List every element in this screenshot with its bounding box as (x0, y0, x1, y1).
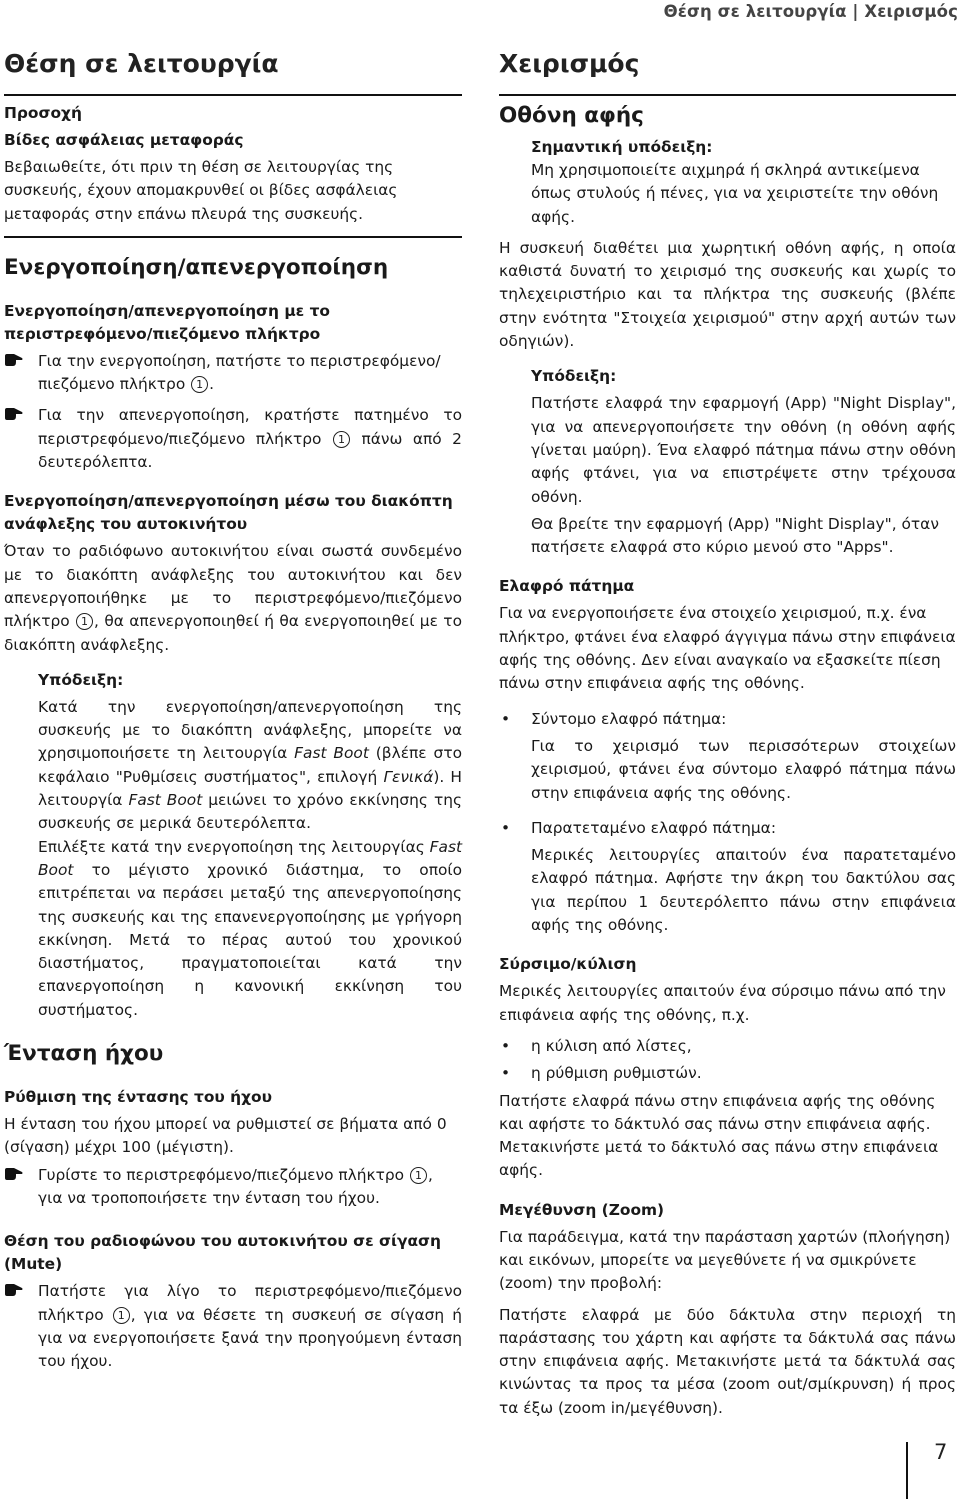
subheading-mute: Θέση του ραδιοφώνου του αυτοκινήτου σε σίγαση (Mute) (4, 1232, 441, 1274)
step-switch-off-end: πάνω από 2 δευτερόλεπτα. (38, 429, 462, 472)
step-volume-end: , για να τροποποιήσετε την ένταση του ήχου. (38, 1165, 433, 1207)
zoom-text-2: Πατήστε ελαφρά με δύο δάκτυλα στην περιοχή τη παράστασης του χάρτη και αφήστε τα δάκτυλά σας πάνω στην επιφάνεια αφής. Μετακινήστε μετά τα δάκτυλά σας κινώντας τα προς τα μέσα (zoom out/σμίκρυνση) ή προς τα έξω (zoom in/μεγέθυνση). (499, 1305, 956, 1417)
step-volume-text: Γυρίστε το περιστρεφόμενο/πιεζόμενο πλήκτρο (38, 1165, 405, 1184)
pointing-hand-icon (4, 1167, 24, 1181)
step-mute-end: , για να θέσετε τη συσκευή σε σίγαση ή για να ενεργοποιήσετε ξανά την προηγούμενη ένταση του ήχου. (38, 1305, 462, 1371)
running-header: Θέση σε λειτουργία | Χειρισμός (663, 2, 958, 21)
bullet-title: Σύντομο ελαφρό πάτημα: (531, 709, 727, 728)
knob-key-badge: 1 (410, 1167, 427, 1184)
step-volume (4, 1164, 462, 1211)
zoom-text: Για παράδειγμα, κατά την παράσταση χαρτών (πλοήγηση) και εικόνων, μπορείτε να μεγεθύνετε ή να σμικρύνετε (zoom) την προβολή: (499, 1227, 951, 1293)
night-display-note (499, 365, 956, 559)
bullet-title: η ρύθμιση ρυθμιστών. (531, 1064, 702, 1083)
ignition-text (4, 540, 462, 656)
fast-boot-note-text-1: Κατά την ενεργοποίηση/απενεργοποίηση της συσκευής με το διακόπτη ανάφλεξης, μπορείτε να χρησιμοποιήσετε τη λειτουργία Fast Boot (βλέπε στο κεφάλαιο "Ρυθμίσεις συστήματος", επιλογή Γενικά). Η λειτουργία Fast Boot μειώνει το χρόνο εκκίνησης της συσκευής σε μερικά δευτερόλεπτα. (38, 697, 462, 833)
note-label: Υπόδειξη: (531, 367, 617, 386)
knob-key-badge: 1 (191, 376, 208, 393)
knob-key-badge: 1 (113, 1307, 130, 1324)
page-number: 7 (934, 1440, 948, 1464)
step-switch-on (4, 350, 462, 397)
night-display-note-1: Πατήστε ελαφρά την εφαρμογή (App) "Night Display", για να απενεργοποιήσετε την οθόνη (η οθόνη αφής γίνεται μαύρη). Ένα ελαφρό πάτημα πάνω στην οθόνη αφής φτάνει, για να επιστρέψετε στην τρέχουσα οθόνη. (531, 394, 956, 506)
heading-tap: Ελαφρό πάτημα (499, 577, 635, 596)
caution-text: Βεβαιωθείτε, ότι πριν τη θέση σε λειτουργίας της συσκευής, έχουν απομακρυνθεί οι βίδες ασφάλειας μεταφοράς στην επάνω πλευρά της συσκευής. (4, 158, 398, 223)
section-title-commissioning: Θέση σε λειτουργία (4, 44, 462, 96)
heading-drag: Σύρσιμο/κύλιση (499, 955, 637, 974)
heading-on-off: Ενεργοποίηση/απενεργοποίηση (4, 254, 389, 280)
bullet-dot-icon: • (501, 709, 511, 728)
note-label: Υπόδειξη: (38, 670, 124, 689)
caution-heading: Βίδες ασφάλειας μεταφοράς (4, 131, 244, 149)
knob-key-badge: 1 (76, 613, 93, 630)
bullet-body: Μερικές λειτουργίες απαιτούν ένα παρατεταμένο ελαφρό πάτημα. Αφήστε την άκρη του δακτύλου σας για περίπου 1 δευτερόλεπτο πάνω στην επιφάνεια αφής της οθόνης. (531, 846, 956, 935)
important-label: Σημαντική υπόδειξη: (531, 138, 713, 156)
step-switch-on-end: . (209, 375, 215, 394)
night-display-note-2: Θα βρείτε την εφαρμογή (App) "Night Display", όταν πατήσετε ελαφρά στο κύριο μενού στο "Apps". (531, 514, 939, 557)
tap-text: Για να ενεργοποιήσετε ένα στοιχείο χειρισμού, π.χ. ένα πλήκτρο, φτάνει ένα ελαφρό άγγιγμα πάνω στην επιφάνεια αφής της οθόνης. Δεν είναι αναγκαίο να εξασκείτε πίεση πάνω στην επιφάνεια αφής της οθόνης. (499, 604, 956, 693)
bullet-dot-icon: • (501, 1064, 511, 1083)
step-switch-off (4, 404, 462, 474)
ignition-text-a: Όταν το ραδιόφωνο αυτοκινήτου είναι σωστά συνδεμένο με το διακόπτη ανάφλεξης του αυτοκινήτου και δεν απενεργοποιήθηκε με το περιστρεφόμενο/πιεζόμενο πλήκτρο (4, 542, 462, 631)
step-switch-off-text: Για την απενεργοποίηση, κρατήστε πατημένο το περιστρεφόμενο/πιεζόμενο πλήκτρο (38, 406, 462, 448)
ignition-text-b: , θα απενεργοποιηθεί ή θα ενεργοποιηθεί με το διακόπτη ανάφλεξης. (4, 612, 462, 654)
pointing-hand-icon (4, 353, 24, 367)
important-note (499, 136, 956, 229)
drag-text-2: Πατήστε ελαφρά πάνω στην επιφάνεια αφής της οθόνης και αφήστε το δάκτυλό σας πάνω στην επιφάνεια αφής. Μετακινήστε μετά το δάκτυλό σας πάνω στην επιφάνεια αφής. (499, 1091, 939, 1180)
fast-boot-note (4, 669, 462, 1022)
pointing-hand-icon (4, 407, 24, 421)
bullet-dot-icon: • (501, 818, 511, 837)
volume-text: Η ένταση του ήχου μπορεί να ρυθμιστεί σε βήματα από 0 (σίγαση) μέχρι 100 (μέγιστη). (4, 1115, 447, 1157)
caution-divider (4, 236, 462, 238)
knob-key-badge: 1 (333, 431, 350, 448)
bullet-title: Παρατεταμένο ελαφρό πάτημα: (531, 818, 777, 837)
touchscreen-intro: Η συσκευή διαθέτει μια χωρητική οθόνη αφής, η οποία καθιστά δυνατή το χειρισμό της συσκευής και χωρίς το τηλεχειριστήριο και τα πλήκτρα της συσκευής (βλέπε στην ενότητα "Στοιχεία χειρισμού" στην αρχή αυτών των οδηγιών). (499, 238, 956, 351)
right-column (499, 44, 956, 1420)
heading-zoom: Μεγέθυνση (Zoom) (499, 1200, 665, 1219)
subheading-ignition: Ενεργοποίηση/απενεργοποίηση μέσω του διακόπτη ανάφλεξης του αυτοκινήτου (4, 492, 453, 534)
section-title-operation: Χειρισμός (499, 44, 956, 96)
heading-touchscreen: Οθόνη αφής (499, 103, 644, 128)
step-switch-on-text: Για την ενεργοποίηση, πατήστε το περιστρεφόμενο/πιεζόμενο πλήκτρο (38, 351, 441, 394)
page-number-divider (906, 1442, 908, 1499)
step-mute (4, 1280, 462, 1373)
caution-label: Προσοχή (4, 104, 82, 122)
left-column (4, 44, 462, 1373)
heading-volume: Ένταση ήχου (4, 1041, 164, 1067)
fast-boot-note-text-2: Επιλέξτε κατά την ενεργοποίηση της λειτουργίας Fast Boot το μέγιστο χρονικό διάστημα, το οποίο επιτρέπεται να περάσει μεταξύ της απενεργοποίησης της συσκευής και της επανενεργοποίησης με γρήγορη εκκίνηση. Μετά το πέρας αυτού του χρονικού διαστήματος, πραγματοποιείται κατά την επανεργοποίηση η κανονική εκκίνηση του συστήματος. (38, 837, 462, 1019)
important-text: Μη χρησιμοποιείτε αιχμηρά ή σκληρά αντικείμενα όπως στυλούς ή πένες, για να χειριστείτε την οθόνη αφής. (531, 161, 939, 226)
list-item (499, 708, 956, 731)
pointing-hand-icon (4, 1283, 24, 1297)
bullet-body: Για το χειρισμό των περισσότερων στοιχείων χειρισμού, φτάνει ένα σύντομο ελαφρό πάτημα πάνω στην επιφάνεια αφής της οθόνης. (531, 736, 956, 802)
subheading-volume-adjust: Ρύθμιση της έντασης του ήχου (4, 1088, 272, 1107)
bullet-title: η κύλιση από λίστες, (531, 1036, 692, 1055)
drag-text: Μερικές λειτουργίες απαιτούν ένα σύρσιμο πάνω από την επιφάνεια αφής της οθόνης, π.χ. (499, 982, 946, 1024)
bullet-dot-icon: • (501, 1036, 511, 1055)
list-item (499, 1062, 956, 1085)
subheading-knob: Ενεργοποίηση/απενεργοποίηση με το περιστρεφόμενο/πιεζόμενο πλήκτρο (4, 301, 330, 343)
list-item (499, 817, 956, 840)
list-item (499, 1035, 956, 1058)
step-mute-text: Πατήστε για λίγο το περιστρεφόμενο/πιεζόμενο πλήκτρο (38, 1282, 462, 1324)
